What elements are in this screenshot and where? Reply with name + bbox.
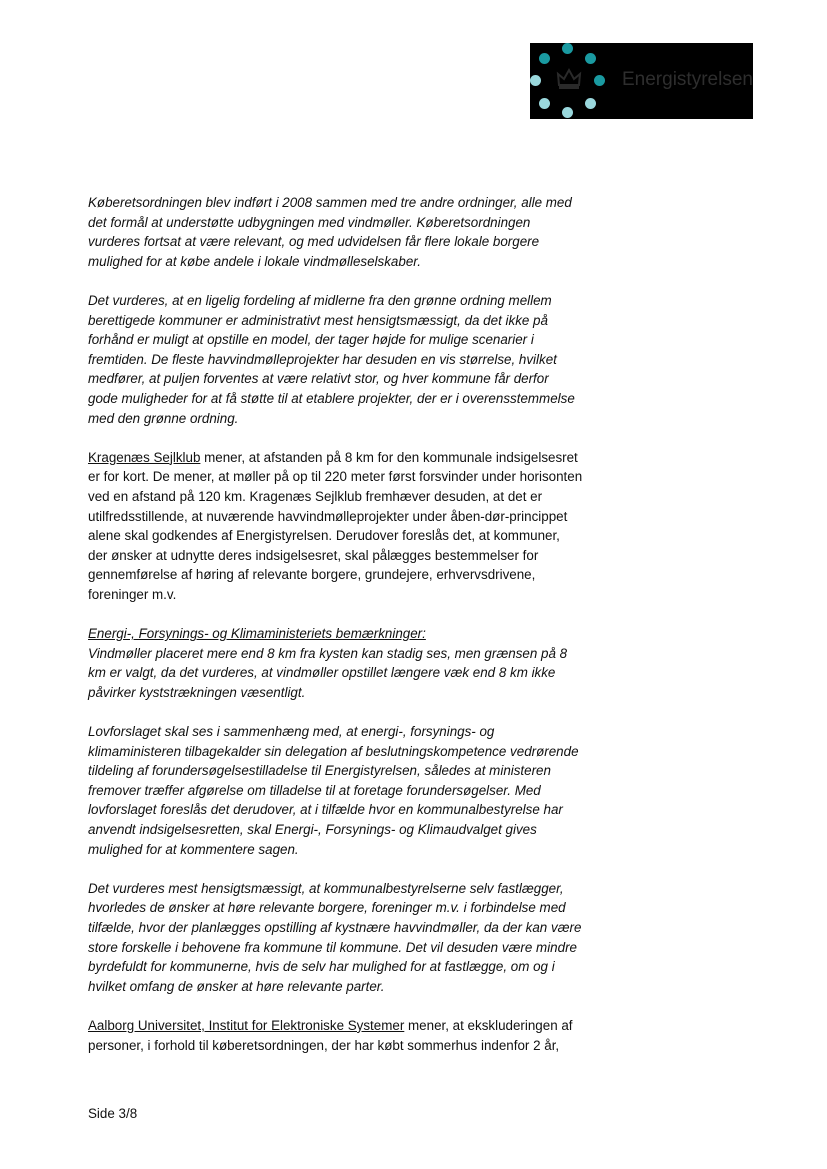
text-line: fremover træffer afgørelse om tilladelse til at foretage forundersøgelser. Med (88, 782, 541, 798)
text-line: hvilket omfang de ønsker at høre relevante parter. (88, 978, 385, 994)
text-line: gode muligheder for at få støtte til at etablere projekter, der er i overensstemmelse (88, 390, 575, 406)
text-line: Vindmøller placeret mere end 8 km fra kysten kan stadig ses, men grænsen på 8 (88, 645, 568, 661)
text-line: Køberetsordningen blev indført i 2008 sammen med tre andre ordninger, alle med (88, 195, 572, 210)
text-line: Det vurderes mest hensigtsmæssigt, at kommunalbestyrelserne selv fastlægger, (88, 880, 564, 896)
paragraph-lovforslaget (88, 722, 608, 859)
text-line: Lovforslaget skal ses i sammenhæng med, at energi-, forsynings- og (88, 724, 495, 740)
paragraph-kommunalbestyrelserne (88, 879, 608, 997)
letter-body (88, 193, 608, 1075)
text-line: ved en afstand på 120 km. Kragenæs Sejlklub fremhæver desuden, at det er (88, 488, 543, 504)
text-line: personer, i forhold til køberetsordningen, der har købt sommerhus indenfor 2 år, (88, 1037, 560, 1053)
text-line: lovforslaget foreslås det derudover, at i tilfælde hvor en kommunalbestyrelse har (88, 802, 563, 818)
text-line: Det vurderes, at en ligelig fordeling af midlerne fra den grønne ordning mellem (88, 292, 552, 308)
crown-icon (555, 65, 583, 93)
text-line: mulighed for at kommentere sagen. (88, 841, 299, 857)
text-line: hvorledes de ønsker at høre relevante borgere, foreninger m.v. i forbindelse med (88, 900, 566, 916)
page-number: Side 3/8 (88, 1106, 138, 1121)
text-line: klimaministeren tilbagekalder sin delegation af beslutningskompetence vedrørende (88, 743, 579, 759)
organisation-name: Kragenæs Sejlklub (88, 449, 201, 465)
text-line: berettigede kommuner er administrativt mest hensigtsmæssigt, da det ikke på (88, 312, 548, 328)
text-line: mener, at afstanden på 8 km for den kommunale indsigelsesret (200, 449, 578, 465)
text-line: det formål at understøtte udbygningen med vindmøller. Køberetsordningen (88, 214, 531, 230)
paragraph-aalborg-universitet (88, 1016, 608, 1055)
organisation-name: Aalborg Universitet, Institut for Elektroniske Systemer (88, 1017, 405, 1033)
logo-dot (594, 75, 605, 86)
paragraph-groen-ordning (88, 291, 608, 428)
text-line: der ønsker at udnytte deres indsigelsesret, skal pålægges bestemmelser for (88, 547, 539, 563)
text-line: gennemførelse af høring af relevante borgere, grundejere, erhvervsdrivene, (88, 567, 536, 583)
logo-dot (539, 53, 550, 64)
text-line: fremtiden. De fleste havvindmølleprojekter har desuden en vis størrelse, hvilket (88, 351, 557, 367)
logo-dot (562, 43, 573, 54)
text-line: utilfredsstillende, at nuværende havvindmølleprojekter under åben-dør-princippet (88, 508, 568, 524)
logo-dot (562, 107, 573, 118)
logo-dot (585, 53, 596, 64)
text-line: byrdefuldt for kommunerne, hvis de selv har mulighed for at fastlægge, om og i (88, 959, 555, 975)
paragraph-ministeriets-bemaerkninger (88, 624, 608, 702)
text-line: km er valgt, da det vurderes, at vindmøller opstillet længere væk end 8 km ikke (88, 665, 556, 681)
section-heading: Energi-, Forsynings- og Klimaministeriets bemærkninger: (88, 626, 426, 642)
logo-dot (539, 98, 550, 109)
text-line: medfører, at puljen forventes at være relativt stor, og hver kommune får derfor (88, 371, 549, 387)
energistyrelsen-logo (530, 43, 753, 119)
text-line: store forskelle i behovene fra kommune til kommune. Det vil desuden være mindre (88, 939, 577, 955)
text-line: forhånd er muligt at opstille en model, der tager højde for mulige scenarier i (88, 332, 534, 348)
text-line: foreninger m.v. (88, 586, 177, 602)
logo-dot (530, 75, 541, 86)
logo-brand-name: Energistyrelsen (622, 69, 753, 90)
text-line: mulighed for at købe andele i lokale vindmølleselskaber. (88, 253, 421, 269)
text-line: alene skal godkendes af Energistyrelsen. Derudover foreslås det, at kommuner, (88, 528, 560, 544)
text-line: påvirker kyststrækningen væsentligt. (88, 684, 306, 700)
text-line: tilfælde, hvor der planlægges opstilling af kystnære havvindmøller, da der kan være (88, 919, 582, 935)
paragraph-kragenaes-sejlklub (88, 448, 608, 605)
text-line: er for kort. De mener, at møller på op til 220 meter først forsvinder under horisonten (88, 469, 583, 485)
text-line: mener, at ekskluderingen af (404, 1017, 573, 1033)
text-line: med den grønne ordning. (88, 410, 239, 426)
logo-dot (585, 98, 596, 109)
paragraph-koeberetsordning (88, 193, 608, 271)
text-line: tildeling af forundersøgelsestilladelse til Energistyrelsen, således at ministeren (88, 763, 551, 779)
text-line: anvendt indsigelsesretten, skal Energi-, Forsynings- og Klimaudvalget gives (88, 822, 537, 837)
text-line: vurderes fortsat at være relevant, og med udvidelsen får flere lokale borgere (88, 234, 540, 250)
